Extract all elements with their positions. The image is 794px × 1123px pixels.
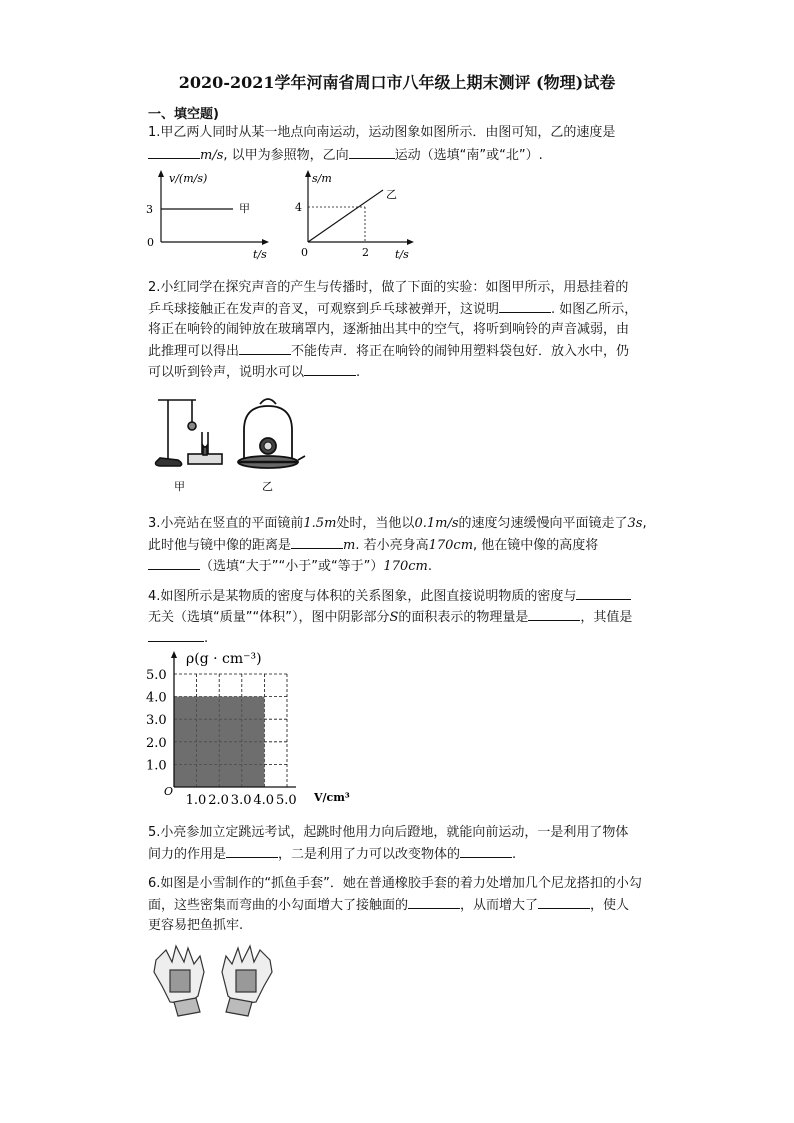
q3-blank-1[interactable] [291,536,343,549]
v-axis-label: v/(m/s) [169,172,208,185]
q4-blank-3[interactable] [148,629,204,642]
q4-blank-1[interactable] [576,587,631,600]
q4-line1: 4.如图所示是某物质的密度与体积的关系图象，此图直接说明物质的密度与 [148,587,631,606]
velocity-time-graph [143,168,273,263]
q1-blank-2[interactable] [349,146,395,159]
section-heading: 一、填空题) [148,107,219,122]
origin-label: 0 [301,246,308,259]
q1-line1: 1.甲乙两人同时从某一地点向南运动，运动图象如图所示．由图可知，乙的速度是 [148,125,616,140]
page-title: 2020-2021学年河南省周口市八年级上期末测评 (物理)试卷 [178,73,616,92]
q5-blank-2[interactable] [460,845,512,858]
figure-label-yi: 乙 [262,480,273,493]
q2-line1: 2.小红同学在探究声音的产生与传播时，做了下面的实验：如图甲所示，用悬挂着的 [148,280,629,295]
q2-blank-2[interactable] [239,342,291,355]
q3-line2: 此时他与镜中像的距离是 m. 若小亮身高170cm, 他在镜中像的高度将 [148,538,599,553]
tick-4: 4 [295,201,302,214]
x-tick-label: 3.0 [230,793,252,808]
q2-line3: 将正在响铃的闹钟放在玻璃罩内，逐渐抽出其中的空气，将听到响铃的声音减弱，由 [148,322,630,337]
shaded-area-s [174,697,264,787]
y-tick-label: 5.0 [146,668,167,683]
t-axis-label: t/s [395,248,409,261]
density-volume-graph [146,645,361,810]
tick-3: 3 [146,203,153,216]
q2-blank-3[interactable] [304,363,356,376]
x-axis-label: V/cm³ [314,791,350,804]
q2-line5: 可以听到铃声，说明水可以 . [148,365,361,380]
q1-blank-1[interactable] [148,146,200,159]
q2-line4: 此推理可以得出 不能传声．将正在响铃的闹钟用塑料袋包好．放入水中，仍 [148,344,630,359]
bell-jar-apparatus [238,399,305,468]
figure-label-jia: 甲 [174,480,185,493]
y-tick-label: 4.0 [146,690,167,706]
fish-catching-gloves-figure [148,938,278,1018]
tuning-fork-apparatus [156,400,222,466]
q4-line3: . [148,629,208,648]
x-tick-label: 2.0 [208,793,229,808]
q5-line1: 5.小亮参加立定跳远考试，起跳时他用力向后蹬地，就能向前运动，一是利用了物体 [148,825,629,840]
y-tick-label: 1.0 [146,758,167,774]
left-glove-image [154,946,204,1016]
x-tick-label: 5.0 [276,793,297,808]
q6-line1: 6.如图是小雪制作的“抓鱼手套”．她在普通橡胶手套的着力处增加几个尼龙搭扣的小勾 [148,876,642,891]
q3-blank-2[interactable] [148,557,200,570]
right-glove-image [222,946,272,1016]
q6-line3: 更容易把鱼抓牢. [148,918,244,933]
q4-line2: 无关（选填“质量”“体积”），图中阴影部分S的面积表示的物理量是 ，其值是 [148,610,633,625]
q5-line2: 间力的作用是 ，二是利用了力可以改变物体的 . [148,847,517,862]
x-tick-label: 4.0 [253,793,275,808]
x-tick-label: 1.0 [185,793,207,808]
q2-line2: 乒乓球接触正在发声的音叉，可观察到乒乓球被弹开，这说明 . 如图乙所示， [148,302,638,317]
sound-experiment-figure [148,392,308,494]
series-yi-label: 乙 [386,188,397,201]
t-axis-label: t/s [253,248,267,261]
q4-blank-2[interactable] [528,608,580,621]
y-tick-label: 3.0 [146,713,167,729]
series-yi-line [308,190,383,242]
s-axis-label: s/m [312,172,332,185]
y-tick-label: 2.0 [146,735,167,751]
q3-line3: （选填“大于”“小于”或“等于”）170cm. [148,557,432,576]
q6-blank-2[interactable] [538,896,590,909]
q3-line1: 3.小亮站在竖直的平面镜前1.5m处时，当他以0.1m/s的速度匀速缓慢向平面镜走了3s, [148,516,647,531]
distance-time-graph [290,168,420,263]
y-axis-label: ρ(g · cm⁻³) [186,651,262,667]
q1-line2: m/s, 以甲为参照物，乙向 运动（选填“南”或“北”）. [148,146,543,165]
q6-line2: 面，这些密集而弯曲的小勾面增大了接触面的 ，从而增大了 ，使人 [148,898,630,913]
q6-blank-1[interactable] [408,896,460,909]
origin-label: 0 [147,236,154,249]
origin-label: O [164,785,174,798]
series-jia-label: 甲 [239,202,250,215]
q2-blank-1[interactable] [499,300,551,313]
tick-2: 2 [362,246,369,259]
q5-blank-1[interactable] [226,845,278,858]
